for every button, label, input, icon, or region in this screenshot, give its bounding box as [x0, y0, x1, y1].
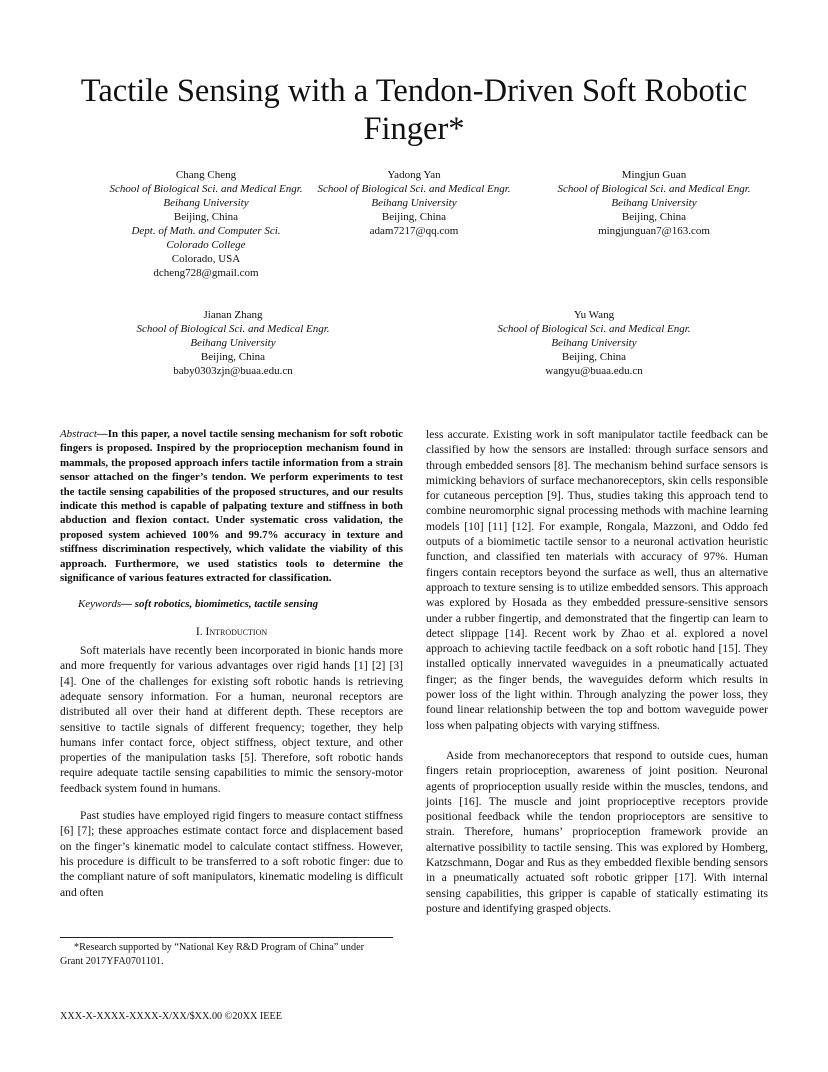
author-name: Chang Cheng — [175, 169, 237, 181]
author-email: adam7217@qq.com — [369, 225, 459, 237]
author-block — [496, 168, 812, 238]
body-paragraph: less accurate. Existing work in soft manipulator tactile feedback can be classified by how the sensors are installed: through surface sensors and through embedded sensors [8]. The mechanism behind surface sensors is mimicking behaviors of surface mechanoreceptors, skin cells responsible for cutaneous perception [9]. Thus, studies taking this approach tend to combine neuromorphic signal processing methods with machine learning models [10] [11] [12]. For example, Rongala, Mazzoni, and Oddo fed outputs of a biomimetic tactile sensor to a neuronal activation heuristic function, and classified ten materials with accuracy of 97%. Human fingers contain receptors beyond the surface as well, thus an alternative approach to texture sensing is to utilize embedded sensors. This approach was explored by Hosada as they embedded pressure-sensitive sensors under a rubber fingertip, and demonstrated that the fingertip can learn to detect slippage [14]. Recent work by Zhao et al. explored a novel approach to achieving tactile feedback on a soft robotic hand [15]. They installed optically innervated waveguides in a pneumatically actuated finger; as the finger bends, the waveguides deform which results in power loss of the light within. Through analyzing the power loss, they found linear relationship between the top and bottom waveguide power loss when palpating objects with varying stiffness. — [426, 428, 768, 732]
section-title: Introduction — [205, 624, 268, 638]
footnote-line: Grant 2017YFA0701101. — [60, 956, 164, 967]
author-name: Jianan Zhang — [203, 309, 263, 321]
author-email: wangyu@buaa.edu.cn — [545, 365, 643, 377]
author-block — [436, 308, 752, 378]
author-name: Yadong Yan — [387, 169, 441, 181]
right-column — [426, 427, 768, 916]
author-affiliation: Beihang University — [190, 337, 276, 349]
footnote-line: *Research supported by “National Key R&D Program of China” under — [74, 942, 364, 953]
author-email: mingjunguan7@163.com — [598, 225, 710, 237]
author-affiliation: Beihang University — [371, 197, 457, 209]
author-location: Beijing, China — [561, 351, 627, 363]
keywords-label: Keywords — [78, 598, 122, 611]
author-affiliation: School of Biological Sci. and Medical Engr. — [557, 183, 751, 195]
left-column — [60, 427, 403, 900]
footnote-divider — [60, 937, 393, 938]
author-email: dcheng728@gmail.com — [153, 267, 259, 279]
footnote — [60, 941, 403, 969]
body-paragraph: Past studies have employed rigid fingers to measure contact stiffness [6] [7]; these approaches estimate contact force and displacement based on the finger’s kinematic model to calculate contact stiffness. However, his procedure is difficult to be transferred to a soft robotic finger: due to the compliant nature of soft manipulators, kinematic modeling is difficult and often — [60, 809, 403, 899]
author-affiliation: Dept. of Math. and Computer Sci. — [131, 225, 281, 237]
abstract-label: Abstract — [60, 428, 97, 440]
author-affiliation: School of Biological Sci. and Medical Engr. — [497, 323, 691, 335]
abstract-text: —In this paper, a novel tactile sensing mechanism for soft robotic fingers is proposed. Inspired by the proprioception mechanism found in mammals, the proposed approach infers tactile information from a strain sensor attached on the finger’s tendon. We perform experiments to test the tactile sensing capabilities of the proposed structures, and our results indicate this method is capable of palpating texture and stiffness in both abduction and flexion contact. Under systematic cross validation, the proposed system achieved 100% and 99.7% accuracy in texture and stiffness discrimination respectively, which validate the viability of this approach. Furthermore, we used statistics tools to determine the significance of various features extracted for classification. — [60, 428, 403, 585]
body-paragraph: Aside from mechanoreceptors that respond to outside cues, human fingers retain proprioception, awareness of joint position. Neuronal agents of proprioception usually reside within the muscles, tendons, and joints [16]. The muscle and joint proprioceptive receptors provide positional feedback while the tendon proprioceptors are sensitive to strain. Therefore, humans’ proprioception framework provide an alternative possibility to tactile sensing. This was explored by Homberg, Katzschmann, Dogar and Rus as they embedded flexible bending sensors in a pneumatically actuated soft robotic gripper [17]. With internal sensing capabilities, this gripper is capable of statically estimating its posture and identifying grasped objects. — [426, 748, 768, 915]
author-affiliation: Beihang University — [611, 197, 697, 209]
author-email: baby0303zjn@buaa.edu.cn — [173, 365, 293, 377]
author-affiliation: Beihang University — [163, 197, 249, 209]
author-location: Colorado, USA — [171, 253, 241, 265]
author-affiliation: Beihang University — [551, 337, 637, 349]
copyright-notice: XXX-X-XXXX-XXXX-X/XX/$XX.00 ©20XX IEEE — [60, 1011, 282, 1022]
keywords-text: — soft robotics, biomimetics, tactile sensing — [121, 598, 319, 611]
section-number: I. — [195, 624, 203, 638]
section-heading — [60, 624, 403, 639]
abstract — [60, 427, 403, 585]
author-location: Beijing, China — [200, 351, 266, 363]
author-name: Yu Wang — [573, 309, 615, 321]
author-affiliation: Colorado College — [166, 239, 246, 251]
author-affiliation: School of Biological Sci. and Medical Engr. — [136, 323, 330, 335]
keywords — [60, 597, 403, 612]
author-affiliation: School of Biological Sci. and Medical Engr. — [317, 183, 511, 195]
author-location: Beijing, China — [381, 211, 447, 223]
author-affiliation: School of Biological Sci. and Medical Engr. — [109, 183, 303, 195]
author-location: Beijing, China — [173, 211, 239, 223]
paper-title: Tactile Sensing with a Tendon-Driven Soft Robotic Finger* — [80, 73, 748, 147]
author-location: Beijing, China — [621, 211, 687, 223]
author-name: Mingjun Guan — [621, 169, 687, 181]
author-block — [75, 308, 391, 378]
body-paragraph: Soft materials have recently been incorporated in bionic hands more and more frequently for various advantages over rigid hands [1] [2] [3] [4]. One of the challenges for existing soft robotic hands is retrieving adequate sensory information. For a human, neuronal receptors are distributed all over their hand at different depth. These receptors are sensitive to tactile signals of different frequency; together, they help humans infer contact force, object stiffness, object texture, and other properties of the manipulation tasks [5]. Therefore, soft robotic hands require adequate tactile sensing capabilities to mimic the sensory-motor feedback system found in humans. — [60, 644, 403, 795]
